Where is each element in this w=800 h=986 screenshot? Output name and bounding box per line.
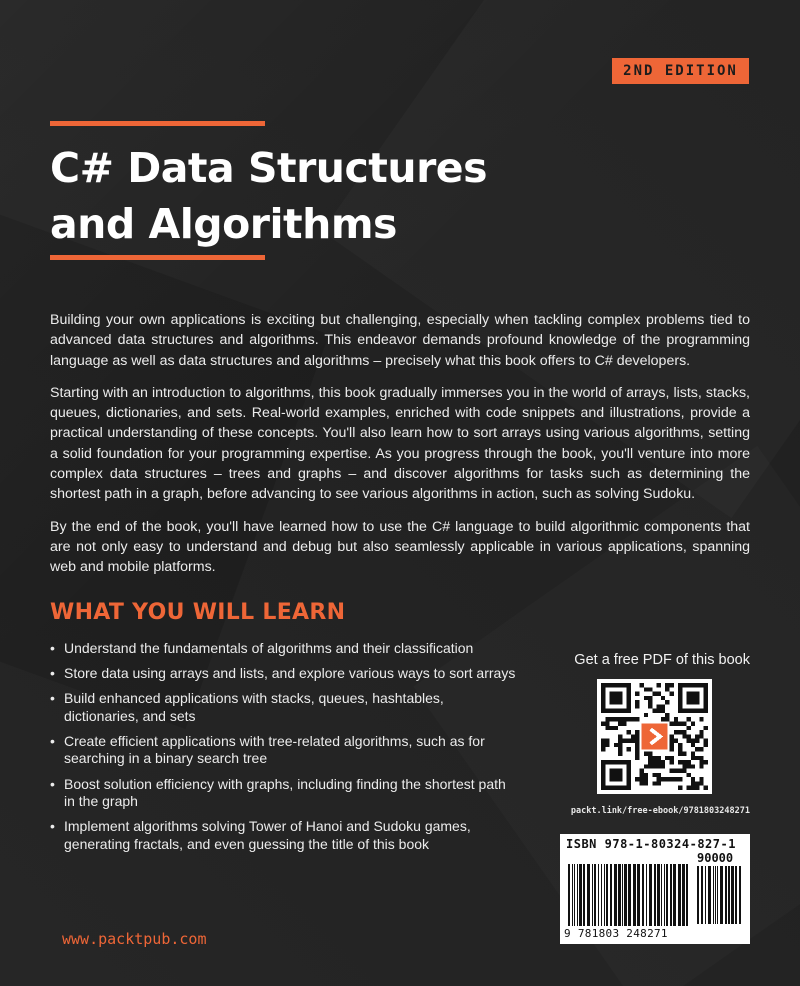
barcode-bar (678, 864, 681, 926)
barcode-bar (649, 864, 652, 926)
barcode-bar (598, 864, 599, 926)
barcode-bar (618, 864, 621, 926)
barcode-bar (574, 864, 575, 926)
barcode-bar (666, 864, 668, 926)
learn-item (50, 690, 520, 725)
barcode-bar (628, 864, 631, 926)
learn-item-text: Boost solution efficiency with graphs, including finding the shortest path in the graph (64, 775, 506, 810)
barcode-bar (728, 866, 730, 924)
book-title-line-2: and Algorithms (50, 200, 397, 248)
barcode-bar (601, 864, 602, 926)
qr-center-badge (642, 724, 668, 750)
barcode-bar (646, 864, 647, 926)
edition-badge: 2ND EDITION (612, 58, 749, 84)
isbn-barcode (560, 834, 750, 944)
barcode-bar (622, 864, 623, 926)
qr-code[interactable] (597, 679, 712, 794)
barcode-bar (577, 864, 578, 926)
barcode-bar (587, 864, 590, 926)
learn-item-text: Create efficient applications with tree-related algorithms, such as for searching in a binary search tree (64, 732, 485, 767)
book-title (50, 140, 610, 252)
learn-heading: WHAT YOU WILL LEARN (50, 600, 346, 625)
price-code: 90000 (697, 851, 734, 865)
barcode-bar (633, 864, 636, 926)
bullet-icon: • (50, 775, 55, 792)
barcode-bar (606, 864, 608, 926)
barcode-bars (568, 864, 693, 926)
barcode-bar (592, 864, 593, 926)
barcode-bar (637, 864, 640, 926)
barcode-bar (686, 864, 688, 926)
barcode-bar (735, 866, 737, 924)
bullet-icon: • (50, 640, 55, 656)
free-pdf-label: Get a free PDF of this book (574, 652, 750, 668)
barcode-bar (720, 866, 723, 924)
barcode-bar (572, 864, 573, 926)
barcode-bar (713, 866, 714, 924)
bullet-icon: • (50, 818, 55, 835)
barcode-bar (661, 864, 662, 926)
book-description (50, 310, 750, 590)
barcode-bar (717, 866, 718, 924)
description-paragraph: Starting with an introduction to algorithms, this book gradually immerses you in the world of arrays, lists, stacks, queues, dictionaries, and sets. Real-world examples, enriched with code snippets and illustrations, provide a practical understanding of these concepts. You'll also learn how to sort arrays using various algorithms, setting a solid foundation for your programming expertise. As you progress through the book, you'll venture into more complex data structures – trees and graphs – and discover algorithms for tasks such as determining the shortest path in a graph, before advancing to see various algorithms in action, such as solving Sudoku. (50, 384, 750, 503)
barcode-bar (701, 866, 703, 924)
publisher-website[interactable]: www.packtpub.com (62, 930, 207, 948)
barcode-bar (642, 864, 644, 926)
title-rule-top (50, 121, 265, 126)
bullet-icon: • (50, 732, 55, 749)
barcode-bar (715, 866, 716, 924)
learn-item (50, 776, 520, 811)
free-pdf-link[interactable]: packt.link/free-ebook/9781803248271 (570, 806, 750, 816)
bullet-icon: • (50, 690, 55, 707)
barcode-bar (579, 864, 582, 926)
barcode-bar (624, 864, 627, 926)
learn-item (50, 733, 520, 768)
learn-item (50, 665, 520, 683)
barcode-bar (610, 864, 612, 926)
barcode-bar (682, 864, 685, 926)
learn-list (50, 640, 520, 861)
learn-item-text: Store data using arrays and lists, and explore various ways to sort arrays (64, 665, 516, 682)
barcode-bar (673, 864, 676, 926)
learn-item (50, 640, 520, 658)
description-paragraph: Building your own applications is exciting but challenging, especially when tackling complex problems tied to advanced data structures and algorithms. This endeavor demands profound knowledge of the programming language as well as data structures and algorithms – precisely what this book offers to C# developers. (50, 312, 750, 369)
barcode-bar (725, 866, 727, 924)
title-rule-bottom (50, 255, 265, 260)
barcode-bar (697, 866, 699, 924)
barcode-bar (705, 866, 706, 924)
learn-item-text: Implement algorithms solving Tower of Hanoi and Sudoku games, generating fractals, and even guessing the title of this book (64, 818, 471, 852)
barcode-bar (739, 866, 741, 924)
barcode-bar (657, 864, 660, 926)
isbn-number: ISBN 978-1-80324-827-1 (566, 837, 736, 851)
barcode-bar (708, 866, 711, 924)
qr-code-image (601, 683, 708, 790)
learn-item (50, 818, 520, 853)
barcode-bar (583, 864, 585, 926)
barcode-bar (664, 864, 665, 926)
barcode-bar (614, 864, 617, 926)
barcode-bar (731, 866, 734, 924)
bullet-icon: • (50, 665, 55, 682)
barcode-bar (568, 864, 570, 926)
barcode-bar (594, 864, 596, 926)
barcode-bar (670, 864, 672, 926)
barcode-bar (604, 864, 605, 926)
learn-item-text: Build enhanced applications with stacks, queues, hashtables, dictionaries, and sets (64, 690, 444, 724)
book-title-line-1: C# Data Structures (50, 144, 488, 192)
barcode-bar (654, 864, 656, 926)
barcode-addon-bars (697, 866, 743, 924)
description-paragraph: By the end of the book, you'll have learned how to use the C# language to build algorithmic components that are not only easy to understand and debug but also seamlessly applicable in various applications, spanning web and mobile platforms. (50, 518, 750, 576)
ean-number: 9 781803 248271 (564, 927, 668, 940)
learn-item-text: Understand the fundamentals of algorithms and their classification (64, 640, 474, 656)
